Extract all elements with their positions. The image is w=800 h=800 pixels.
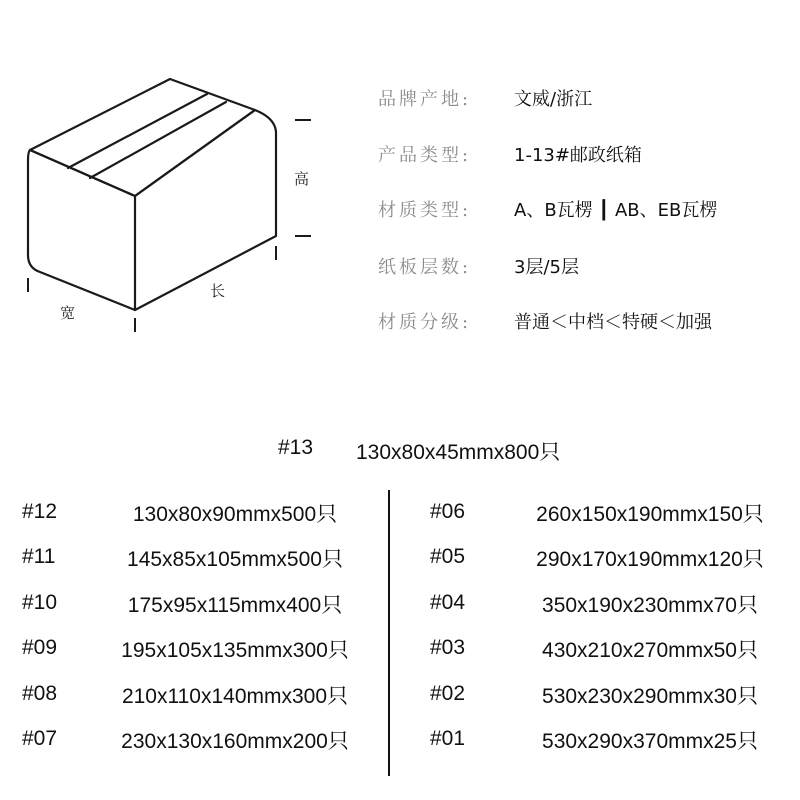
size-dimensions: 175x95x115mmx400只 <box>127 594 343 617</box>
size-number: #10 <box>22 591 58 614</box>
size-dimensions: 195x105x135mmx300只 <box>121 639 349 662</box>
spec-value: 1-13#邮政纸箱 <box>514 145 642 166</box>
spec-key: 材质类型: <box>378 200 472 221</box>
spec-key: 产品类型: <box>378 145 472 166</box>
size-number: #12 <box>22 500 58 523</box>
spec-key: 纸板层数: <box>378 257 472 278</box>
size-dimensions: 430x210x270mmx50只 <box>542 639 758 662</box>
spec-row-board-layers <box>378 251 579 281</box>
spec-row-material-grade <box>378 306 712 336</box>
box-front-face <box>28 150 135 310</box>
box-tape-stripe <box>68 94 226 178</box>
size-number: #09 <box>22 636 58 659</box>
length-label: 长 <box>210 282 226 300</box>
size-dimensions: 260x150x190mmx150只 <box>536 503 764 526</box>
size-dimensions: 290x170x190mmx120只 <box>536 548 764 571</box>
spec-key: 品牌产地: <box>378 89 472 110</box>
spec-key: 材质分级: <box>378 312 472 333</box>
size-number: #01 <box>430 727 466 750</box>
column-divider <box>388 490 390 776</box>
spec-value: 3层/5层 <box>514 257 579 278</box>
size-dimensions: 145x85x105mmx500只 <box>127 548 343 571</box>
size-number: #04 <box>430 591 466 614</box>
size-dimensions: 130x80x90mmx500只 <box>132 503 338 526</box>
spec-value: 普通＜中档＜特硬＜加强 <box>514 312 712 333</box>
size-number: #06 <box>430 500 466 523</box>
size-number-13: #13 <box>278 436 314 459</box>
size-dimensions: 530x290x370mmx25只 <box>542 730 758 753</box>
size-dimensions: 210x110x140mmx300只 <box>121 685 349 708</box>
size-number: #08 <box>22 682 58 705</box>
size-number: #02 <box>430 682 466 705</box>
spec-value: 文威/浙江 <box>514 89 593 110</box>
width-label: 宽 <box>60 304 76 322</box>
size-number: #05 <box>430 545 466 568</box>
size-number: #11 <box>22 545 56 568</box>
size-dimensions: 530x230x290mmx30只 <box>542 685 758 708</box>
size-dimensions-13: 130x80x45mmx800只 <box>356 441 561 464</box>
spec-row-material-type <box>378 194 717 224</box>
size-number: #03 <box>430 636 466 659</box>
box-top-face <box>30 79 255 196</box>
spec-value: A、B瓦楞 ┃ AB、EB瓦楞 <box>514 200 718 221</box>
size-dimensions: 230x130x160mmx200只 <box>121 730 349 753</box>
spec-row-product-type <box>378 139 642 169</box>
spec-row-brand-origin <box>378 83 592 113</box>
size-dimensions: 350x190x230mmx70只 <box>542 594 758 617</box>
size-number: #07 <box>22 727 58 750</box>
height-label: 高 <box>294 170 310 188</box>
